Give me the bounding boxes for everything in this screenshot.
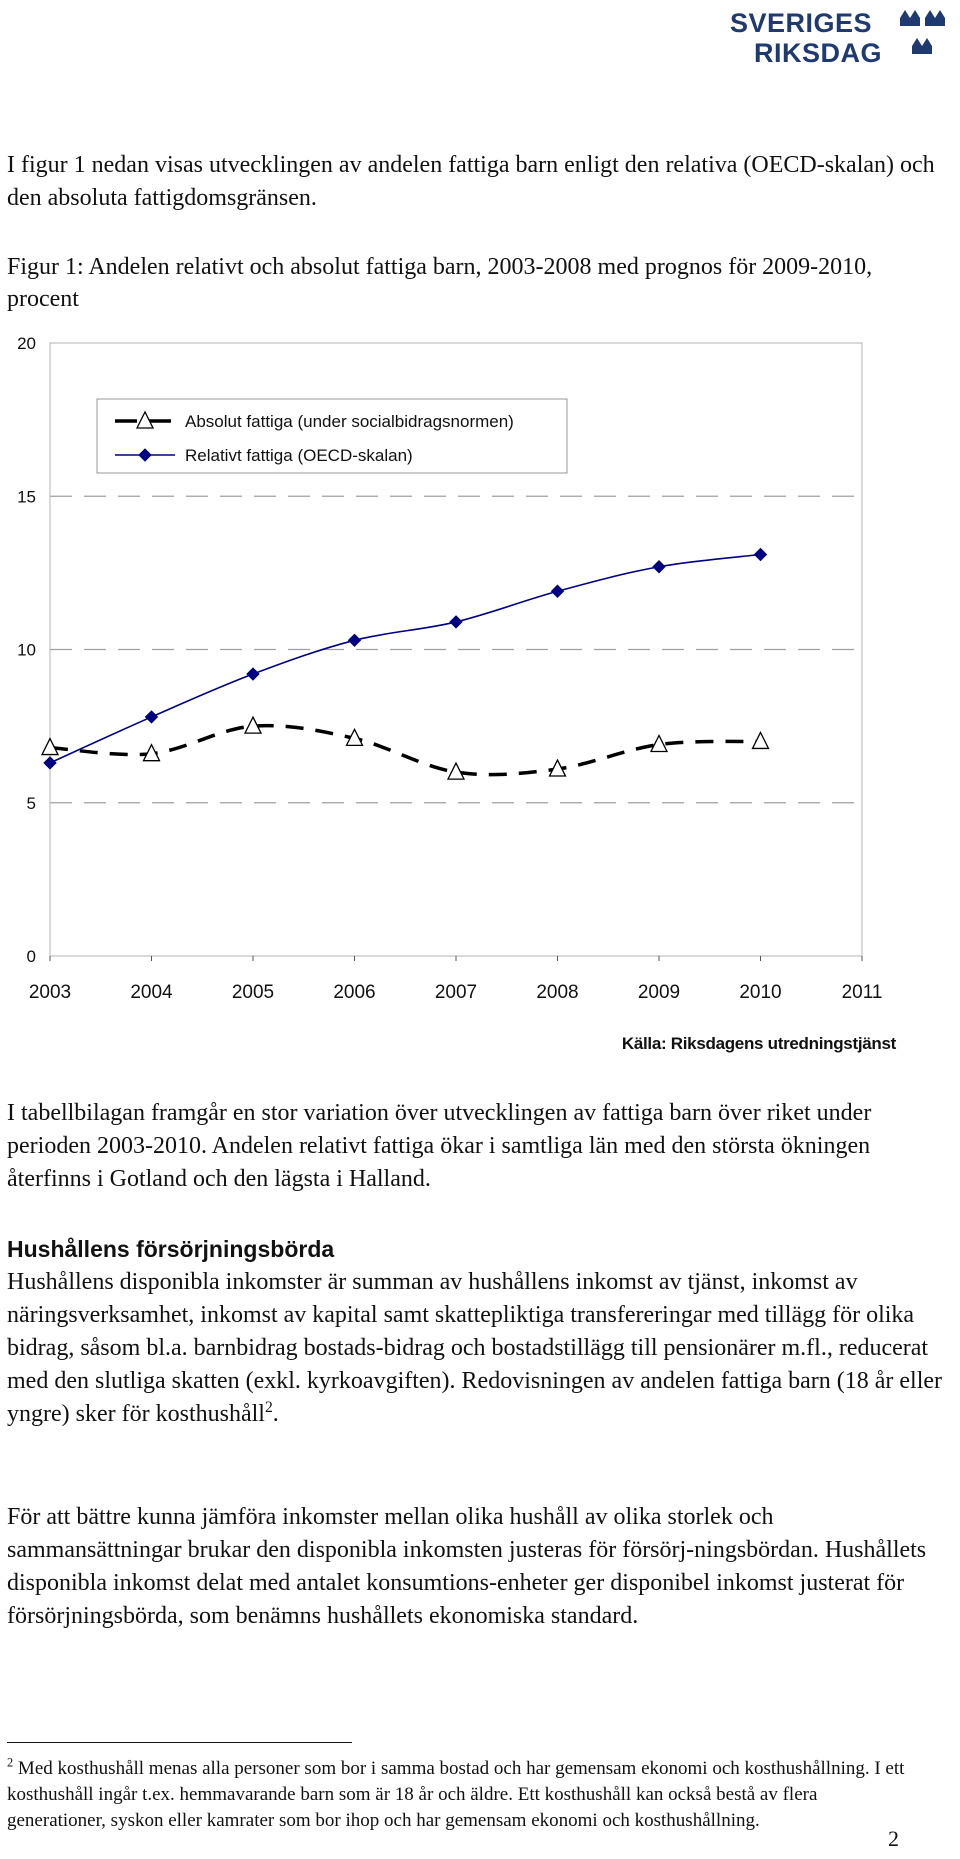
section-heading: Hushållens försörjningsbörda <box>7 1236 335 1262</box>
income-paragraph-end: . <box>272 1401 279 1427</box>
diamond-marker <box>349 634 361 646</box>
footnote-mark: 2 <box>7 1755 14 1770</box>
figure-caption: Figur 1: Andelen relativt och absolut fattiga barn, 2003-2008 med prognos för 2009-2010, procent <box>7 254 873 312</box>
diamond-marker <box>247 668 259 680</box>
standard-paragraph: För att bättre kunna jämföra inkomster mellan olika hushåll av olika storlek och sammansättningar brukar den disponibla inkomsten justeras för försörj-ningsbördan. Hushållets disponibla inkomst delat med antalet konsumtions-enheter ger disponibel inkomst justerat för försörjningsbörda, som benämns hushållets ekonomiska standard. <box>7 1504 927 1629</box>
series-line <box>50 554 761 762</box>
triangle-marker <box>651 736 667 752</box>
y-tick-label: 20 <box>17 335 36 353</box>
chart-legend <box>97 399 567 473</box>
legend-label: Relativt fattiga (OECD-skalan) <box>185 446 413 465</box>
x-tick-label: 2010 <box>739 982 782 1003</box>
x-tick-label: 2011 <box>841 982 883 1003</box>
chart-grid <box>50 496 862 803</box>
x-tick-label: 2006 <box>333 982 376 1003</box>
line-chart <box>0 335 960 1025</box>
chart-series <box>42 548 769 779</box>
diamond-marker <box>552 585 564 597</box>
page-number: 2 <box>888 1826 899 1851</box>
riksdag-logo <box>722 6 952 70</box>
logo-text-line2: RIKSDAG <box>754 38 883 68</box>
footnote <box>7 1756 907 1834</box>
intro-paragraph: I figur 1 nedan visas utvecklingen av andelen fattiga barn enligt den relativa (OECD-skalan) och den absoluta fattigdomsgränsen. <box>7 152 935 211</box>
crown-icon <box>897 6 952 68</box>
variation-paragraph: I tabellbilagan framgår en stor variation över utvecklingen av fattiga barn över riket under perioden 2003-2010. Andelen relativt fattiga ökar i samtliga län med den största ökningen återfinns i Gotland och den lägsta i Halland. <box>7 1100 872 1192</box>
footnote-text: Med kosthushåll menas alla personer som bor i samma bostad och har gemensam ekonomi och kosthushållning. I ett kosthushåll ingår t.ex. hemmavarande barn som är 18 år och äldre. Ett kosthushåll kan också bestå av flera generationer, syskon eller kamrater som bor ihop och har gemensam ekonomi och kosthushållning. <box>7 1758 905 1831</box>
x-tick-label: 2007 <box>434 982 478 1003</box>
diamond-marker <box>146 711 158 723</box>
triangle-marker <box>753 732 769 748</box>
diamond-marker <box>44 757 56 769</box>
footnote-reference[interactable]: 2 <box>264 1399 273 1416</box>
y-tick-label: 15 <box>17 487 36 507</box>
y-tick-label: 0 <box>26 947 36 966</box>
legend-label: Absolut fattiga (under socialbidragsnormen) <box>185 412 514 431</box>
income-paragraph-text: Hushållens disponibla inkomster är summan av hushållens inkomst av tjänst, inkomst av näringsverksamhet, inkomst av kapital samt skattepliktiga transfereringar med tillägg för olika bidrag, såsom bl.a. barnbidrag bostads-bidrag och bostadstillägg till pensionärer m.fl., reducerat med den slutliga skatten (exkl. kyrkoavgiften). Redovisningen av andelen fattiga barn (18 år eller yngre) sker för kosthushåll <box>7 1269 943 1427</box>
y-tick-label: 10 <box>17 640 36 660</box>
y-tick-label: 5 <box>26 793 36 813</box>
income-paragraph <box>7 1266 947 1431</box>
x-tick-label: 2005 <box>231 982 275 1003</box>
footnote-rule <box>7 1742 352 1743</box>
x-tick-label: 2003 <box>28 982 72 1003</box>
x-tick-label: 2009 <box>637 982 681 1003</box>
triangle-marker <box>448 763 464 779</box>
diamond-marker <box>450 616 462 628</box>
x-tick-label: 2008 <box>536 982 579 1003</box>
chart-source: Källa: Riksdagens utredningstjänst <box>621 1034 896 1053</box>
x-tick-label: 2004 <box>130 982 173 1003</box>
logo-text-line1: SVERIGES <box>730 8 873 38</box>
diamond-marker <box>653 561 665 573</box>
diamond-marker <box>755 548 767 560</box>
